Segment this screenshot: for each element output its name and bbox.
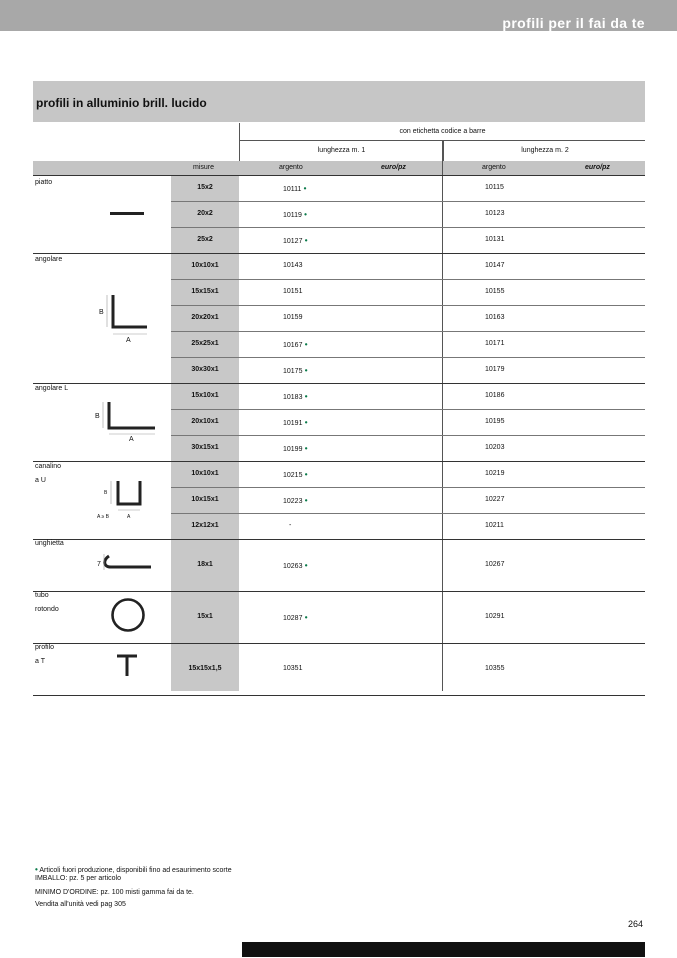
code-2m: 10179 (485, 366, 505, 373)
row-divider (171, 331, 645, 332)
code-1m: 10159 (283, 314, 303, 321)
column-divider (442, 141, 443, 691)
code-1m: 10191 • (283, 418, 308, 427)
size-cell: 18x1 (197, 561, 213, 568)
l-angle-dim-b: B (95, 413, 100, 420)
row-divider (33, 591, 645, 592)
group-name-angolare-l: angolare L (35, 385, 69, 392)
code-2m: 10219 (485, 470, 505, 477)
discontinued-dot-icon: • (301, 210, 307, 219)
col-argento-2: argento (482, 164, 506, 171)
code-1m: 10127 • (283, 236, 308, 245)
discontinued-dot-icon: • (302, 613, 308, 622)
row-divider (33, 695, 645, 696)
code-1m: 10351 (283, 665, 303, 672)
row-divider (33, 461, 645, 462)
size-cell: 10x15x1 (191, 496, 219, 503)
header-bar (0, 0, 677, 31)
discontinued-dot-icon: • (302, 418, 308, 427)
group-name-piatto: piatto (35, 179, 53, 186)
section-bar (33, 81, 645, 122)
footnote-2: IMBALLO: pz. 5 per articolo (35, 875, 121, 882)
group-name-angolare: angolare (35, 256, 63, 263)
code-1m: 10263 • (283, 561, 308, 570)
code-2m: 10171 (485, 340, 505, 347)
code-1m: 10111 • (283, 184, 307, 193)
discontinued-dot-icon: • (302, 366, 308, 375)
row-divider (33, 383, 645, 384)
angle-dim-a: A (126, 337, 131, 344)
size-cell: 15x10x1 (191, 392, 219, 399)
size-cell: 10x10x1 (191, 262, 219, 269)
size-cell: 30x30x1 (191, 366, 219, 373)
row-divider (171, 227, 645, 228)
angle-dim-b: B (99, 309, 104, 316)
code-2m: 10147 (485, 262, 505, 269)
code-2m: 10123 (485, 210, 505, 217)
row-divider (171, 409, 645, 410)
row-divider (171, 201, 645, 202)
header-title: profili per il fai da te (502, 15, 645, 31)
code-1m: - (289, 522, 292, 529)
discontinued-dot-icon: • (302, 561, 308, 570)
discontinued-dot-icon: • (302, 470, 308, 479)
col-argento-1: argento (279, 164, 303, 171)
bottom-bar (242, 942, 645, 957)
code-1m: 10215 • (283, 470, 308, 479)
section-title: profili in alluminio brill. lucido (36, 96, 207, 110)
u-dim-a: A (127, 514, 131, 520)
code-2m: 10267 (485, 561, 505, 568)
row-divider (171, 279, 645, 280)
length2-label: lunghezza m. 2 (443, 141, 646, 161)
row-divider (171, 357, 645, 358)
round-tube-drawing (108, 596, 148, 636)
group-name-tubo-2: rotondo (35, 606, 59, 613)
code-2m: 10227 (485, 496, 505, 503)
row-divider (33, 253, 645, 254)
code-1m: 10183 • (283, 392, 308, 401)
discontinued-dot-icon: • (302, 392, 308, 401)
row-divider (171, 305, 645, 306)
discontinued-dot-icon: • (301, 184, 307, 193)
size-cell: 25x2 (197, 236, 213, 243)
col-misure: misure (193, 164, 215, 171)
code-2m: 10163 (485, 314, 505, 321)
l-angle-dim-a: A (129, 436, 134, 443)
t-profile-drawing (113, 652, 143, 678)
code-1m: 10199 • (283, 444, 308, 453)
code-2m: 10195 (485, 418, 505, 425)
size-cell: 12x12x1 (191, 522, 219, 529)
code-2m: 10131 (485, 236, 505, 243)
discontinued-dot-icon: • (302, 340, 308, 349)
length1-label: lunghezza m. 1 (317, 147, 366, 154)
group-name-unghietta: unghietta (35, 540, 64, 547)
size-cell: 15x15x1,5 (188, 665, 222, 672)
group-name-profilo: profilo (35, 644, 55, 651)
code-1m: 10287 • (283, 613, 308, 622)
size-cell: 15x15x1 (191, 288, 219, 295)
footnote-3: MINIMO D'ORDINE: pz. 100 misti gamma fai da te. (35, 889, 194, 896)
l-angle-drawing (93, 398, 163, 444)
code-2m: 10203 (485, 444, 505, 451)
u-dim-b: B (104, 490, 108, 496)
code-1m: 10119 • (283, 210, 307, 219)
group-name-canalino: canalino (35, 463, 62, 470)
barcode-header-label: con etichetta codice a barre (399, 128, 486, 135)
group-name-tubo: tubo (35, 592, 49, 599)
code-2m: 10115 (485, 184, 504, 191)
size-cell: 20x20x1 (191, 314, 219, 321)
code-1m: 10143 (283, 262, 303, 269)
unghietta-dim: 7 (97, 561, 101, 568)
code-2m: 10211 (485, 522, 504, 529)
size-cell: 10x10x1 (191, 470, 219, 477)
u-dim-ab: A ≥ B (97, 514, 109, 520)
code-1m: 10223 • (283, 496, 308, 505)
unghietta-drawing (93, 550, 157, 574)
size-cell: 25x25x1 (191, 340, 219, 347)
column-header (33, 161, 645, 175)
row-divider (33, 175, 645, 176)
code-2m: 10155 (485, 288, 505, 295)
size-cell: 20x10x1 (191, 418, 219, 425)
discontinued-dot-icon: • (302, 496, 308, 505)
row-divider (33, 643, 645, 644)
col-euro-1: euro/pz (381, 164, 406, 171)
discontinued-dot-icon: • (302, 444, 308, 453)
row-divider (171, 435, 645, 436)
col-euro-2: euro/pz (585, 164, 610, 171)
group-name-canalino-2: a U (35, 477, 46, 484)
row-divider (171, 513, 645, 514)
code-2m: 10291 (485, 613, 505, 620)
code-1m: 10151 (283, 288, 303, 295)
barcode-header (239, 123, 645, 141)
size-cell: 15x1 (197, 613, 213, 620)
angle-profile-drawing (95, 290, 155, 346)
size-cell: 20x2 (197, 210, 213, 217)
code-2m: 10355 (485, 665, 505, 672)
code-1m: 10167 • (283, 340, 308, 349)
code-2m: 10186 (485, 392, 505, 399)
page-number: 264 (628, 919, 644, 929)
size-cell: 15x2 (197, 184, 213, 191)
group-name-profilo-2: a T (35, 658, 45, 665)
row-divider (171, 487, 645, 488)
footnote-4: Vendita all'unità vedi pag 305 (35, 901, 126, 908)
footnote-1: • Articoli fuori produzione, disponibili fino ad esaurimento scorte (35, 865, 232, 874)
size-cell: 30x15x1 (191, 444, 219, 451)
code-1m: 10175 • (283, 366, 308, 375)
u-channel-drawing (95, 478, 155, 522)
row-divider (33, 539, 645, 540)
discontinued-dot-icon: • (302, 236, 308, 245)
flat-bar-drawing (108, 208, 148, 220)
availability-dot-icon: • (35, 865, 38, 874)
